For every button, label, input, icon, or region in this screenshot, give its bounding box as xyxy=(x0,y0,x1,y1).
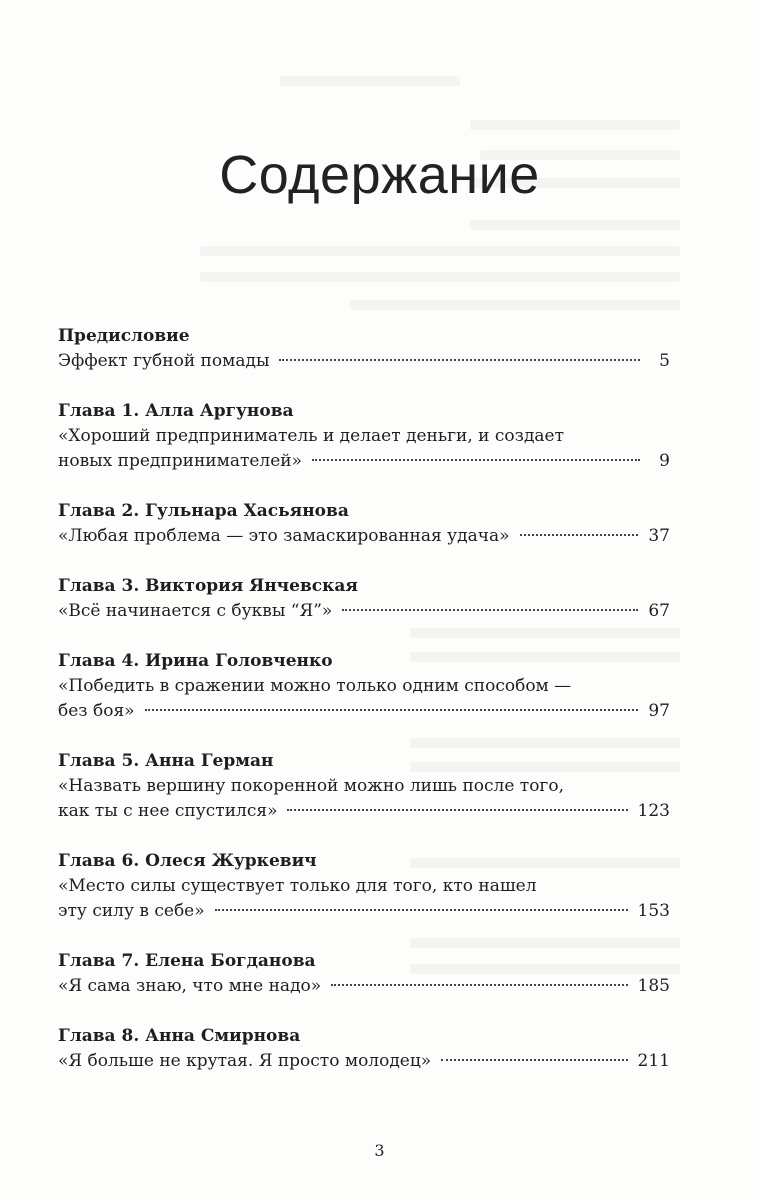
entry-title-line: «Назвать вершину покоренной можно лишь после того, xyxy=(58,776,564,796)
entry-page-number: 153 xyxy=(637,901,670,921)
toc-entry xyxy=(58,499,670,549)
entry-title-line: «Я больше не крутая. Я просто молодец» xyxy=(58,1051,432,1071)
entry-title-line: «Победить в сражении можно только одним способом — xyxy=(58,676,572,696)
entry-page-number: 97 xyxy=(648,701,670,721)
entry-row xyxy=(58,524,670,549)
entry-page-number: 123 xyxy=(637,801,670,821)
chapter-heading: Глава 3. Виктория Янчевская xyxy=(58,576,358,596)
toc-entry xyxy=(58,849,670,924)
entry-title-line: как ты с нее спустился» xyxy=(58,801,278,821)
page-number: 3 xyxy=(374,1141,385,1160)
entry-row xyxy=(58,1049,670,1074)
dot-leader xyxy=(312,459,640,461)
page-title: Содержание xyxy=(219,145,540,206)
toc-entry xyxy=(58,574,670,624)
chapter-heading: Глава 1. Алла Аргунова xyxy=(58,401,294,421)
entry-row xyxy=(58,799,670,824)
toc-entry xyxy=(58,1024,670,1074)
toc-entry xyxy=(58,324,670,374)
dot-leader xyxy=(279,359,640,361)
entry-page-number: 9 xyxy=(659,451,670,471)
table-of-contents xyxy=(58,324,670,1074)
entry-row xyxy=(58,974,670,999)
chapter-heading: Глава 2. Гульнара Хасьянова xyxy=(58,501,349,521)
toc-entry xyxy=(58,399,670,474)
entry-row xyxy=(58,599,670,624)
entry-title-line: без боя» xyxy=(58,701,135,721)
entry-title-line: «Я сама знаю, что мне надо» xyxy=(58,976,322,996)
entry-title-line: «Хороший предприниматель и делает деньги, и создает xyxy=(58,426,565,446)
entry-title-line: «Всё начинается с буквы “Я”» xyxy=(58,601,333,621)
entry-title-line: Эффект губной помады xyxy=(58,351,270,371)
entry-page-number: 185 xyxy=(637,976,670,996)
entry-title-line: новых предпринимателей» xyxy=(58,451,303,471)
dot-leader xyxy=(215,909,628,911)
toc-entry xyxy=(58,649,670,724)
dot-leader xyxy=(145,709,639,711)
chapter-heading: Глава 8. Анна Смирнова xyxy=(58,1026,301,1046)
dot-leader xyxy=(331,984,627,986)
dot-leader xyxy=(287,809,627,811)
chapter-heading: Глава 7. Елена Богданова xyxy=(58,951,316,971)
chapter-heading: Предисловие xyxy=(58,326,190,346)
dot-leader xyxy=(342,609,638,611)
chapter-heading: Глава 4. Ирина Головченко xyxy=(58,651,333,671)
entry-row xyxy=(58,349,670,374)
entry-page-number: 37 xyxy=(648,526,670,546)
chapter-heading: Глава 6. Олеся Журкевич xyxy=(58,851,317,871)
entry-title-line: «Любая проблема — это замаскированная удача» xyxy=(58,526,510,546)
entry-page-number: 5 xyxy=(659,351,670,371)
entry-row xyxy=(58,699,670,724)
toc-entry xyxy=(58,949,670,999)
dot-leader xyxy=(441,1059,627,1061)
chapter-heading: Глава 5. Анна Герман xyxy=(58,751,274,771)
entry-title-line: эту силу в себе» xyxy=(58,901,205,921)
dot-leader xyxy=(520,534,639,536)
entry-page-number: 67 xyxy=(648,601,670,621)
entry-title-line: «Место силы существует только для того, кто нашел xyxy=(58,876,537,896)
entry-row xyxy=(58,899,670,924)
entry-page-number: 211 xyxy=(637,1051,670,1071)
toc-entry xyxy=(58,749,670,824)
entry-row xyxy=(58,449,670,474)
